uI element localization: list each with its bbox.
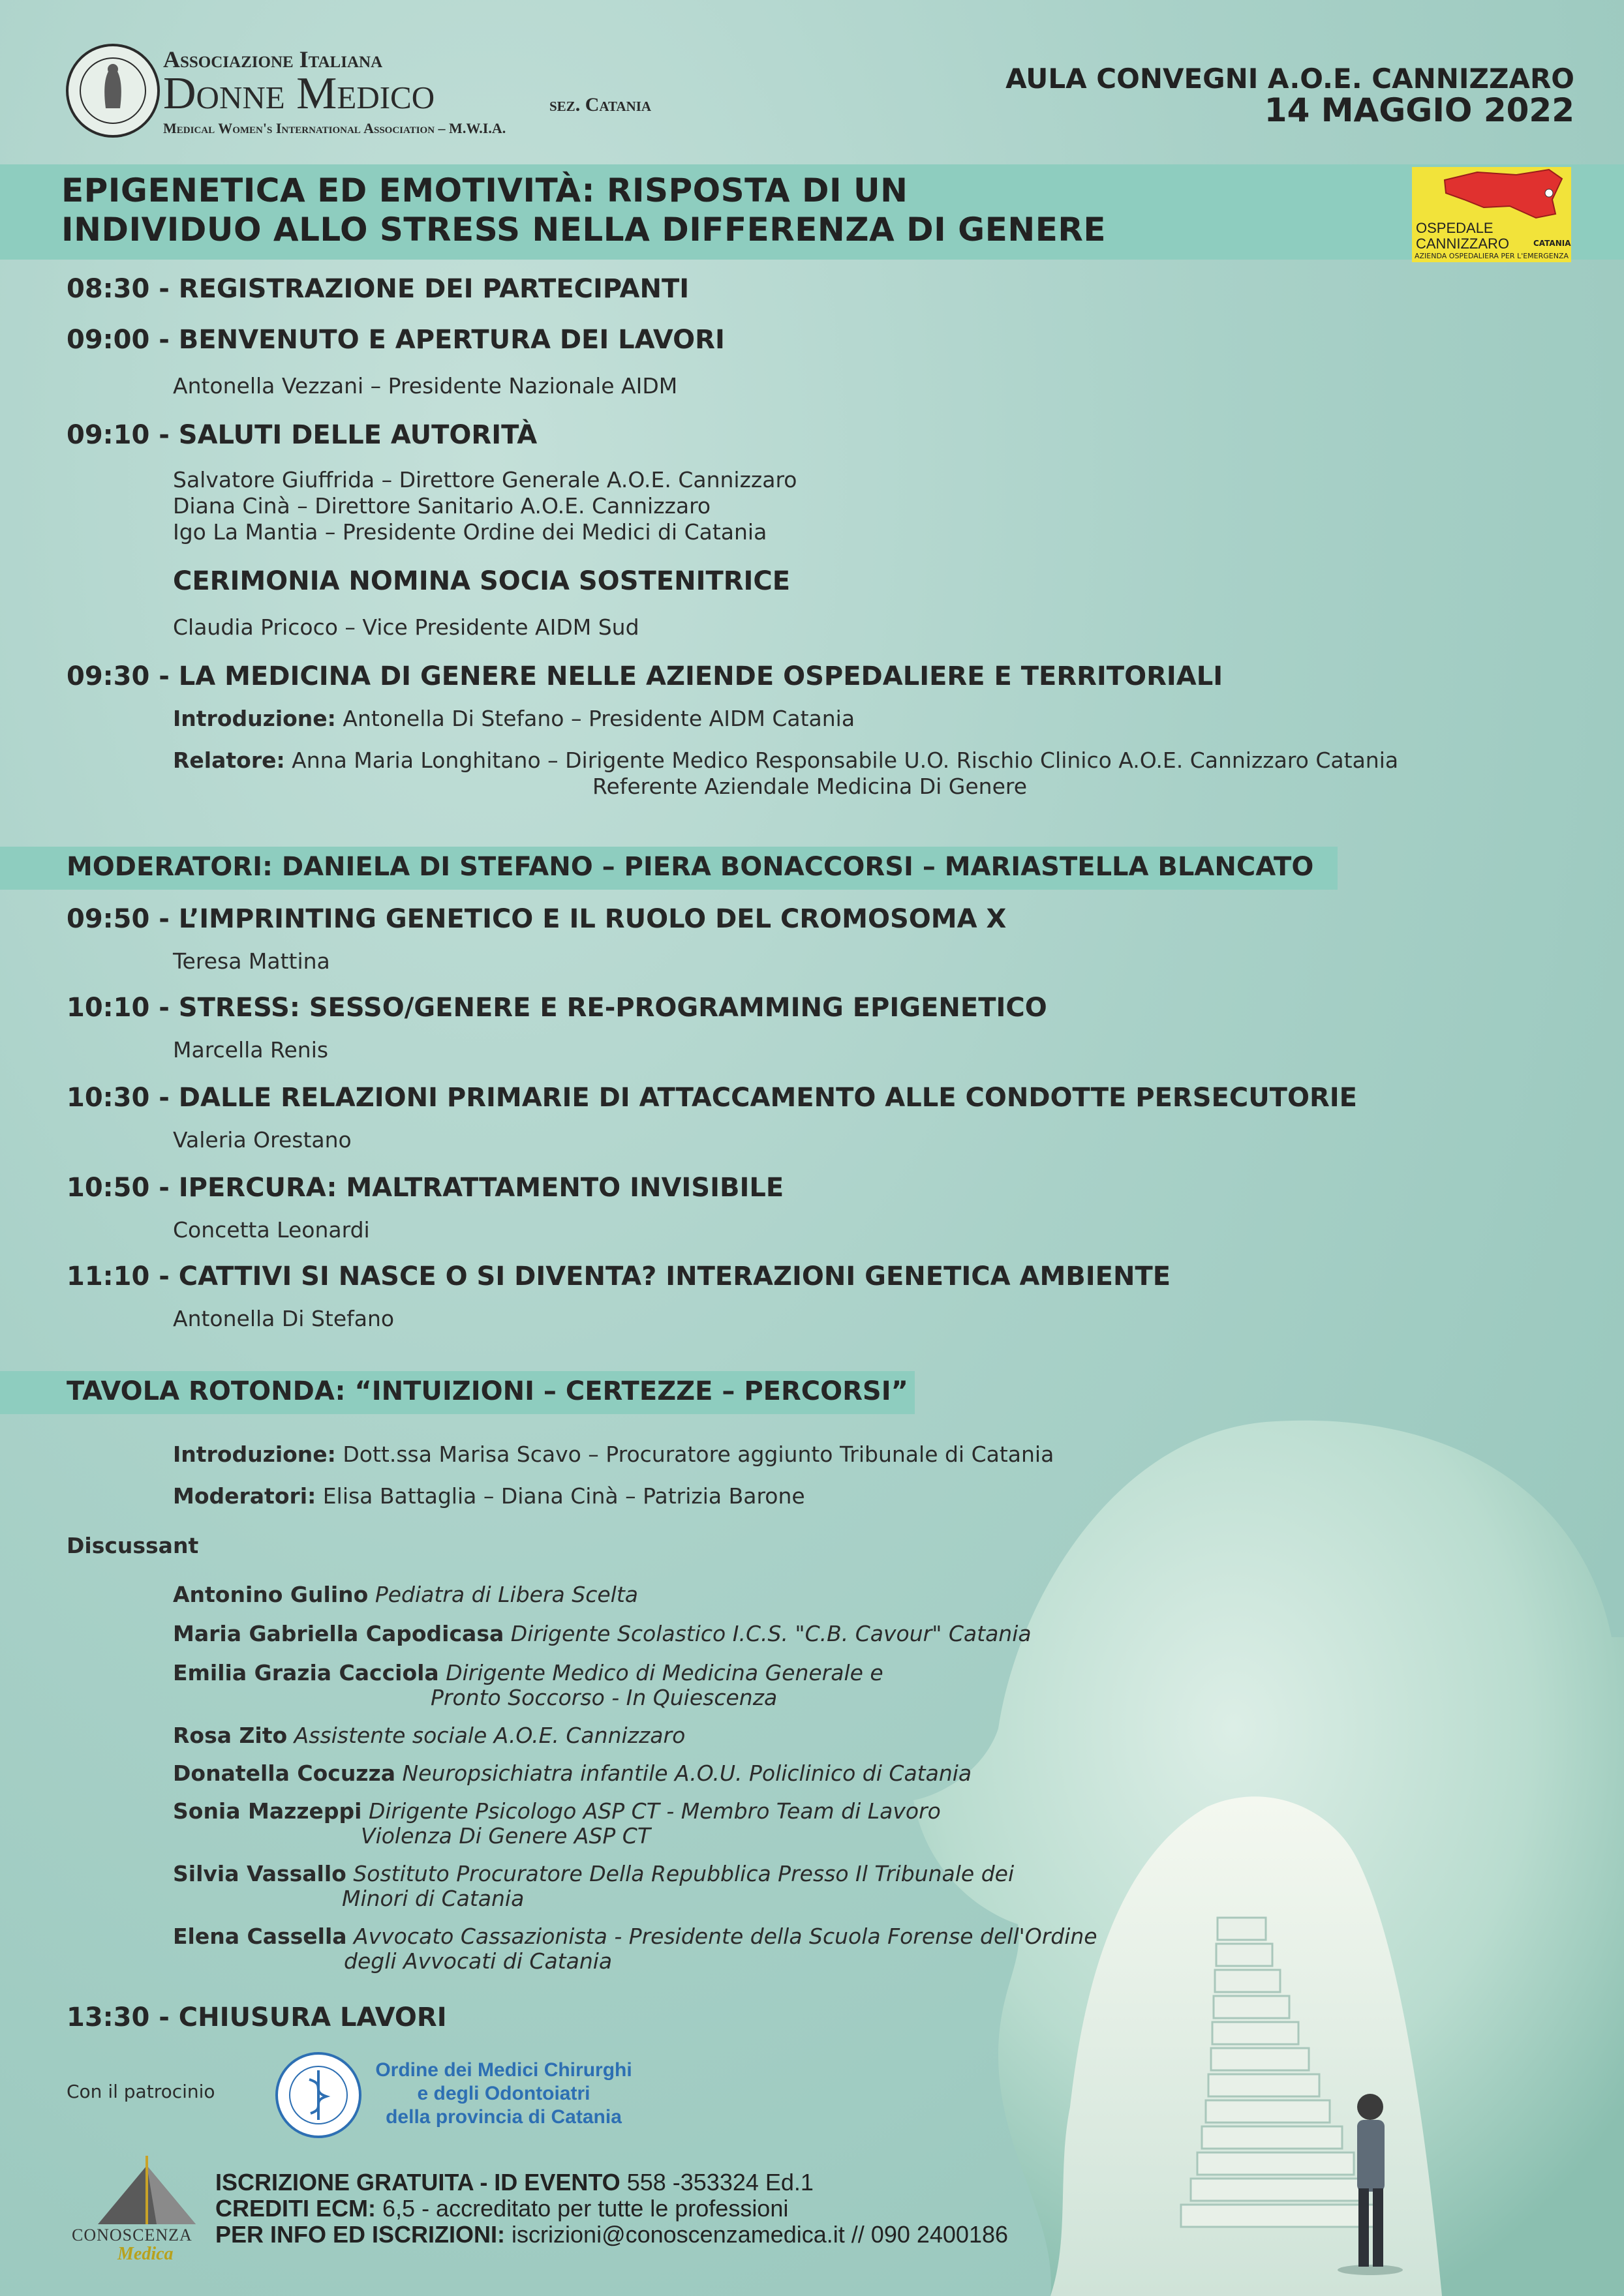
footer-contact: [215, 2222, 1008, 2248]
roundtable-heading: TAVOLA ROTONDA: “INTUIZIONI – CERTEZZE – PERCORSI”: [67, 1376, 908, 1406]
discussant-role-line2: Violenza Di Genere ASP CT: [361, 1823, 651, 1849]
contact-value[interactable]: iscrizioni@conoscenzamedica.it // 090 2400186: [512, 2221, 1009, 2248]
conoscenza-logo-line2: Medica: [117, 2244, 174, 2264]
ordine-line2: e degli Odontoiatri: [417, 2083, 590, 2104]
footer-credits: [215, 2196, 1008, 2222]
discussant-name: Donatella Cocuzza: [173, 1760, 395, 1786]
association-name-line2: Donne Medico: [163, 68, 435, 119]
aidm-seal-logo: [65, 43, 161, 138]
talk-relations-speaker: Valeria Orestano: [173, 1127, 352, 1153]
event-title-line2: INDIVIDUO ALLO STRESS NELLA DIFFERENZA DI GENERE: [61, 211, 1107, 249]
speaker-label: Relatore:: [173, 748, 285, 773]
discussant-role: Dirigente Psicologo ASP CT - Membro Team di Lavoro: [368, 1798, 941, 1824]
hospital-city: CATANIA: [1533, 239, 1571, 248]
registration-label: ISCRIZIONE GRATUITA - ID EVENTO: [215, 2169, 620, 2196]
conoscenza-logo-line1: CONOSCENZA: [72, 2226, 192, 2244]
intro-label: Introduzione:: [173, 706, 336, 731]
association-name-line1: Associazione Italiana: [163, 46, 383, 72]
roundtable-intro-text: Dott.ssa Marisa Scavo – Procuratore aggiunto Tribunale di Catania: [343, 1442, 1054, 1467]
roundtable-moderators-text: Elisa Battaglia – Diana Cinà – Patrizia Barone: [322, 1483, 805, 1509]
credits-value: 6,5 - accreditato per tutte le professioni: [382, 2195, 789, 2222]
discussant-item: [173, 1723, 685, 1748]
discussant-role-continued: [361, 1824, 651, 1849]
talk-cattivi-speaker: Antonella Di Stefano: [173, 1306, 395, 1331]
ospedale-cannizzaro-logo: [1412, 167, 1571, 262]
discussant-item: [173, 1622, 1032, 1646]
event-title-line1: EPIGENETICA ED EMOTIVITÀ: RISPOSTA DI UN: [61, 172, 908, 209]
discussant-role-line2: Pronto Soccorso - In Quiescenza: [431, 1685, 778, 1710]
discussant-role: Pediatra di Libera Scelta: [375, 1582, 638, 1607]
discussant-name: Maria Gabriella Capodicasa: [173, 1621, 504, 1646]
discussant-role-continued: [344, 1949, 612, 1974]
discussant-role-line2: degli Avvocati di Catania: [344, 1948, 613, 1974]
association-section: sez. Catania: [549, 94, 652, 115]
head-staircase-illustration: [900, 1402, 1624, 2296]
talk-imprinting-speaker: Teresa Mattina: [173, 948, 330, 974]
discussant-item: [173, 1661, 883, 1685]
ordine-line3: della provincia di Catania: [386, 2106, 622, 2128]
discussant-role-continued: [431, 1685, 777, 1710]
speaker-text: Anna Maria Longhitano – Dirigente Medico Responsabile U.O. Rischio Clinico A.O.E. Cannizzaro Catania: [292, 748, 1399, 773]
association-name-line3: Medical Women's International Association – M.W.I.A.: [163, 120, 506, 136]
talk-relations: 10:30 - DALLE RELAZIONI PRIMARIE DI ATTACCAMENTO ALLE CONDOTTE PERSECUTORIE: [67, 1083, 1357, 1113]
discussant-role-continued: [342, 1886, 524, 1911]
moderators-heading: MODERATORI: DANIELA DI STEFANO – PIERA BONACCORSI – MARIASTELLA BLANCATO: [67, 852, 1314, 882]
session-closing: 13:30 - CHIUSURA LAVORI: [67, 2002, 447, 2032]
greetings-speaker-1: Salvatore Giuffrida – Direttore Generale A.O.E. Cannizzaro: [173, 467, 797, 492]
discussant-name: Elena Cassella: [173, 1924, 347, 1949]
discussant-name: Sonia Mazzeppi: [173, 1798, 362, 1824]
talk-stress-speaker: Marcella Renis: [173, 1037, 329, 1063]
roundtable-intro: [173, 1442, 1054, 1467]
roundtable-moderators-label: Moderatori:: [173, 1483, 316, 1509]
gender-medicine-speaker-role: Referente Aziendale Medicina Di Genere: [592, 774, 1028, 799]
discussant-item: [173, 1799, 941, 1824]
hospital-name-line2: CANNIZZARO: [1416, 235, 1509, 252]
hospital-name-line1: OSPEDALE: [1416, 220, 1494, 236]
hospital-tagline: AZIENDA OSPEDALIERA PER L'EMERGENZA: [1415, 252, 1569, 260]
greetings-speaker-2: Diana Cinà – Direttore Sanitario A.O.E. Cannizzaro: [173, 493, 711, 519]
registration-value: 558 -353324 Ed.1: [626, 2169, 814, 2196]
discussant-item: [173, 1761, 972, 1786]
session-welcome-speaker: Antonella Vezzani – Presidente Nazionale AIDM: [173, 373, 678, 399]
talk-ipercura-speaker: Concetta Leonardi: [173, 1217, 370, 1243]
discussant-role: Assistente sociale A.O.E. Cannizzaro: [294, 1723, 686, 1748]
sicily-map-icon: [1438, 167, 1569, 219]
ordine-medici-name: [373, 2059, 634, 2129]
session-registration: 08:30 - REGISTRAZIONE DEI PARTECIPANTI: [67, 274, 690, 304]
discussant-item: [173, 1924, 1097, 1949]
discussant-role: Dirigente Medico di Medicina Generale e: [446, 1660, 883, 1685]
ceremony-heading: CERIMONIA NOMINA SOCIA SOSTENITRICE: [173, 566, 791, 596]
roundtable-moderators: [173, 1483, 805, 1509]
discussant-role: Dirigente Scolastico I.C.S. "C.B. Cavour" Catania: [510, 1621, 1032, 1646]
discussant-role: Neuropsichiatra infantile A.O.U. Policlinico di Catania: [402, 1760, 972, 1786]
discussant-item: [173, 1862, 1014, 1886]
ordine-line1: Ordine dei Medici Chirurghi: [375, 2059, 632, 2081]
discussant-item: [173, 1582, 638, 1607]
venue: AULA CONVEGNI A.O.E. CANNIZZARO: [1005, 63, 1574, 95]
discussant-role: Avvocato Cassazionista - Presidente della Scuola Forense dell'Ordine: [354, 1924, 1097, 1949]
talk-imprinting: 09:50 - L’IMPRINTING GENETICO E IL RUOLO DEL CROMOSOMA X: [67, 904, 1007, 934]
patronage-label: Con il patrocinio: [67, 2081, 215, 2102]
talk-ipercura: 10:50 - IPERCURA: MALTRATTAMENTO INVISIBILE: [67, 1173, 784, 1203]
session-greetings: 09:10 - SALUTI DELLE AUTORITÀ: [67, 420, 538, 450]
discussant-name: Silvia Vassallo: [173, 1861, 346, 1886]
session-welcome: 09:00 - BENVENUTO E APERTURA DEI LAVORI: [67, 325, 725, 355]
ceremony-speaker: Claudia Pricoco – Vice Presidente AIDM Sud: [173, 614, 639, 640]
greetings-speaker-3: Igo La Mantia – Presidente Ordine dei Medici di Catania: [173, 519, 767, 545]
discussant-label: Discussant: [67, 1533, 199, 1558]
footer-info: [215, 2169, 1008, 2248]
event-date: 14 MAGGIO 2022: [1264, 91, 1574, 129]
discussant-name: Emilia Grazia Cacciola: [173, 1660, 439, 1685]
talk-cattivi: 11:10 - CATTIVI SI NASCE O SI DIVENTA? INTERAZIONI GENETICA AMBIENTE: [67, 1261, 1171, 1292]
talk-stress: 10:10 - STRESS: SESSO/GENERE E RE-PROGRAMMING EPIGENETICO: [67, 993, 1047, 1023]
gender-medicine-intro: [173, 706, 855, 731]
session-gender-medicine: 09:30 - LA MEDICINA DI GENERE NELLE AZIENDE OSPEDALIERE E TERRITORIALI: [67, 661, 1223, 691]
ordine-medici-seal-logo: [274, 2051, 363, 2139]
gender-medicine-speaker: [173, 748, 1398, 773]
discussant-name: Antonino Gulino: [173, 1582, 369, 1607]
discussant-role: Sostituto Procuratore Della Repubblica Presso Il Tribunale dei: [353, 1861, 1015, 1886]
event-title: [61, 171, 1106, 249]
hospital-name: [1416, 220, 1509, 252]
footer-registration: [215, 2169, 1008, 2196]
credits-label: CREDITI ECM:: [215, 2195, 376, 2222]
intro-text: Antonella Di Stefano – Presidente AIDM Catania: [343, 706, 855, 731]
discussant-name: Rosa Zito: [173, 1723, 288, 1748]
discussant-role-line2: Minori di Catania: [342, 1886, 525, 1911]
roundtable-intro-label: Introduzione:: [173, 1442, 336, 1467]
conoscenza-medica-logo: [91, 2152, 202, 2237]
contact-label: PER INFO ED ISCRIZIONI:: [215, 2221, 506, 2248]
